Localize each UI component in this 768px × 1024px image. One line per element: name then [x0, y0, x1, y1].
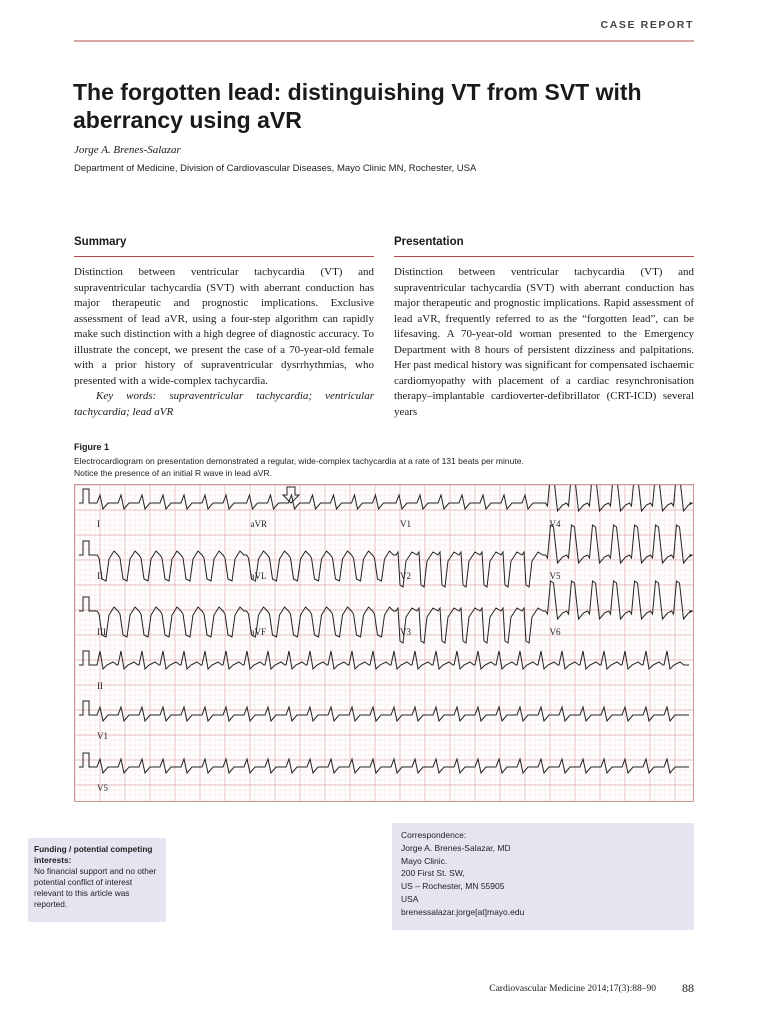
- ecg-grid: [75, 485, 693, 801]
- funding-text: No financial support and no other potential conflict of interest relevant to this article was reported.: [34, 866, 157, 909]
- journal-citation: Cardiovascular Medicine 2014;17(3):88–90: [489, 984, 656, 994]
- presentation-text: Distinction between ventricular tachycardia (VT) and supraventricular tachycardia (SVT) with aberrant conduction has major therapeutic and prognostic implications. Rapid assessment of lead aVR, frequently referred to as the “forgotten lead”, can be lifesaving. A 70-year-old woman presented to the Emergency Department with 8 hours of persistent dizziness and palpitations. Her past medical history was significant for compensated ischaemic cardiomyopathy with placement of a cardiac resynchronisation therapy–implantable cardioverter-defibrillator (CRT-ICD) several years: [394, 266, 694, 418]
- ecg-lead-label: aVF: [250, 627, 266, 637]
- author-name: Jorge A. Brenes-Salazar: [74, 144, 181, 156]
- correspondence-box: [392, 823, 694, 930]
- ecg-svg: [75, 485, 693, 801]
- ecg-lead-label: aVL: [250, 571, 267, 581]
- figure-caption-line-2: Notice the presence of an initial R wave in lead aVR.: [74, 468, 272, 478]
- article-title: The forgotten lead: distinguishing VT from SVT with aberrancy using aVR: [73, 79, 642, 133]
- ecg-lead-label: II: [97, 571, 103, 581]
- ecg-lead-label: I: [97, 519, 100, 529]
- correspondence-country: USA: [401, 893, 419, 904]
- ecg-lead-label: III: [97, 627, 106, 637]
- ecg-lead-label: V4: [549, 519, 561, 529]
- summary-heading: Summary: [74, 236, 127, 248]
- summary-text: Distinction between ventricular tachycardia (VT) and supraventricular tachycardia (SVT) with aberrant conduction has major therapeutic and prognostic implications. Exclusive assessment of lead aVR, using a four-step algorithm can rapidly make such distinction with a high degree of diagnostic accuracy. To illustrate the concept, we present the case of a 70-year-old female with a prior history of supraventricular dysrrhythmias, who presented with a wide-complex tachycardia.: [74, 266, 374, 387]
- page-number: 88: [682, 981, 694, 995]
- ecg-lead-label: II: [97, 681, 103, 691]
- ecg-trace: [79, 525, 693, 587]
- correspondence-label: Correspondence:: [401, 830, 467, 840]
- section-label: CASE REPORT: [600, 19, 694, 31]
- summary-rule: [74, 256, 374, 257]
- ecg-lead-label: V1: [97, 731, 108, 741]
- presentation-heading: Presentation: [394, 236, 464, 248]
- correspondence-email[interactable]: brenessalazar.jorge[at]mayo.edu: [401, 906, 525, 917]
- correspondence-street: 200 First St. SW,: [401, 868, 465, 879]
- presentation-rule: [394, 256, 694, 257]
- ecg-trace: [79, 485, 693, 511]
- ecg-lead-label: aVR: [250, 519, 267, 529]
- ecg-lead-label: V3: [400, 627, 411, 637]
- ecg-lead-label: V5: [97, 783, 108, 793]
- correspondence-city: US – Rochester, MN 55905: [401, 881, 505, 892]
- author-affiliation: Department of Medicine, Division of Cardiovascular Diseases, Mayo Clinic MN, Rochester, USA: [74, 163, 477, 174]
- ecg-figure: [74, 484, 694, 802]
- ecg-trace: [79, 701, 689, 721]
- ecg-lead-label: V6: [549, 627, 561, 637]
- correspondence-name: Jorge A. Brenes-Salazar, MD: [401, 842, 511, 853]
- ecg-lead-label: V2: [400, 571, 411, 581]
- ecg-lead-label: V5: [549, 571, 561, 581]
- summary-keywords: Key words: supraventricular tachycardia; ventricular tachycardia; lead aVR: [74, 390, 374, 418]
- presentation-body: [394, 265, 694, 420]
- figure-label: Figure 1: [74, 442, 110, 452]
- summary-body: [74, 265, 374, 420]
- funding-box: [28, 838, 166, 922]
- header-rule: [74, 40, 694, 42]
- ecg-trace: [79, 581, 693, 643]
- correspondence-institution: Mayo Clinic.: [401, 855, 448, 866]
- funding-heading: Funding / potential competing interests:: [34, 844, 153, 865]
- figure-caption-line-1: Electrocardiogram on presentation demonstrated a regular, wide-complex tachycardia at a rate of 131 beats per minute.: [74, 456, 524, 466]
- figure-caption: [74, 455, 694, 479]
- ecg-lead-label: V1: [400, 519, 411, 529]
